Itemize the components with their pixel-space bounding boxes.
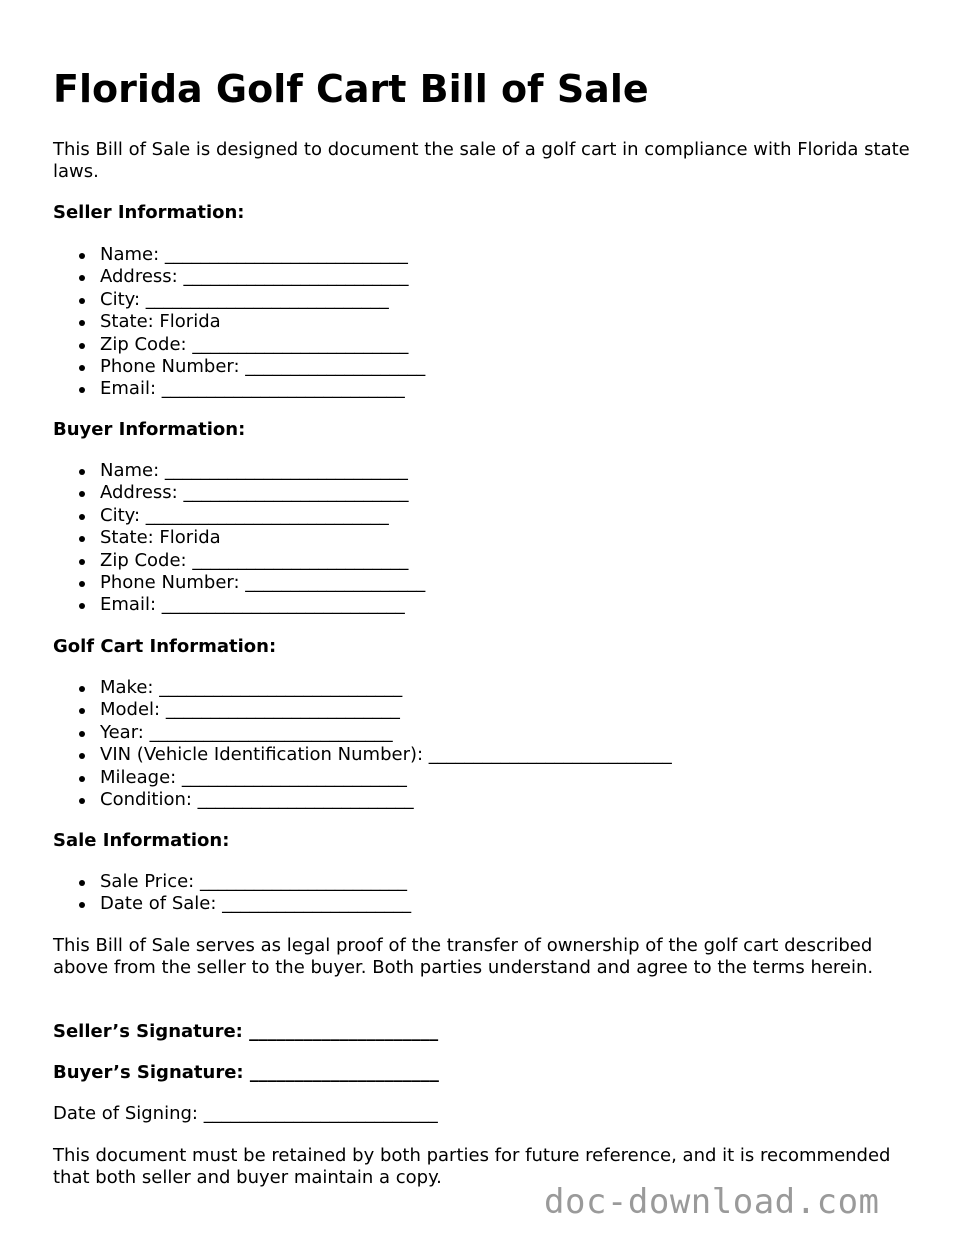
seller-signature-line: Seller’s Signature: _____________________ — [53, 1021, 439, 1042]
seller-state-field: State: Florida — [100, 311, 960, 333]
seller-email-field: Email: ___________________________ — [100, 378, 960, 400]
buyer-address-field: Address: _________________________ — [100, 482, 960, 504]
sale-price-field: Sale Price: _______________________ — [100, 871, 960, 893]
date-of-signing-line: Date of Signing: __________________________ — [53, 1103, 438, 1124]
cart-vin-field: VIN (Vehicle Identification Number): ___________________________ — [100, 744, 960, 766]
cart-heading: Golf Cart Information: — [53, 636, 277, 657]
buyer-heading: Buyer Information: — [53, 419, 246, 440]
sale-list — [53, 871, 960, 916]
buyer-phone-field: Phone Number: ____________________ — [100, 572, 960, 594]
seller-zip-field: Zip Code: ________________________ — [100, 334, 960, 356]
seller-name-field: Name: ___________________________ — [100, 244, 960, 266]
cart-list — [53, 677, 960, 811]
cart-condition-field: Condition: ________________________ — [100, 789, 960, 811]
intro-paragraph: This Bill of Sale is designed to document the sale of a golf cart in compliance with Florida state laws. — [53, 139, 910, 183]
footer-paragraph: This document must be retained by both parties for future reference, and it is recommended that both seller and buyer maintain a copy. — [53, 1145, 891, 1189]
seller-phone-field: Phone Number: ____________________ — [100, 356, 960, 378]
buyer-list — [53, 460, 960, 617]
document-title: Florida Golf Cart Bill of Sale — [53, 67, 649, 111]
legal-paragraph: This Bill of Sale serves as legal proof of the transfer of ownership of the golf cart described above from the seller to the buyer. Both parties understand and agree to the terms herein. — [53, 935, 874, 979]
buyer-email-field: Email: ___________________________ — [100, 594, 960, 616]
buyer-city-field: City: ___________________________ — [100, 505, 960, 527]
sale-heading: Sale Information: — [53, 830, 230, 851]
buyer-name-field: Name: ___________________________ — [100, 460, 960, 482]
seller-address-field: Address: _________________________ — [100, 266, 960, 288]
seller-heading: Seller Information: — [53, 202, 245, 223]
cart-year-field: Year: ___________________________ — [100, 722, 960, 744]
cart-mileage-field: Mileage: _________________________ — [100, 767, 960, 789]
cart-model-field: Model: __________________________ — [100, 699, 960, 721]
buyer-state-field: State: Florida — [100, 527, 960, 549]
cart-make-field: Make: ___________________________ — [100, 677, 960, 699]
seller-list — [53, 244, 960, 401]
sale-date-field: Date of Sale: _____________________ — [100, 893, 960, 915]
buyer-zip-field: Zip Code: ________________________ — [100, 550, 960, 572]
buyer-signature-line: Buyer’s Signature: _____________________ — [53, 1062, 439, 1083]
watermark: doc-download.com — [544, 1182, 880, 1222]
seller-city-field: City: ___________________________ — [100, 289, 960, 311]
